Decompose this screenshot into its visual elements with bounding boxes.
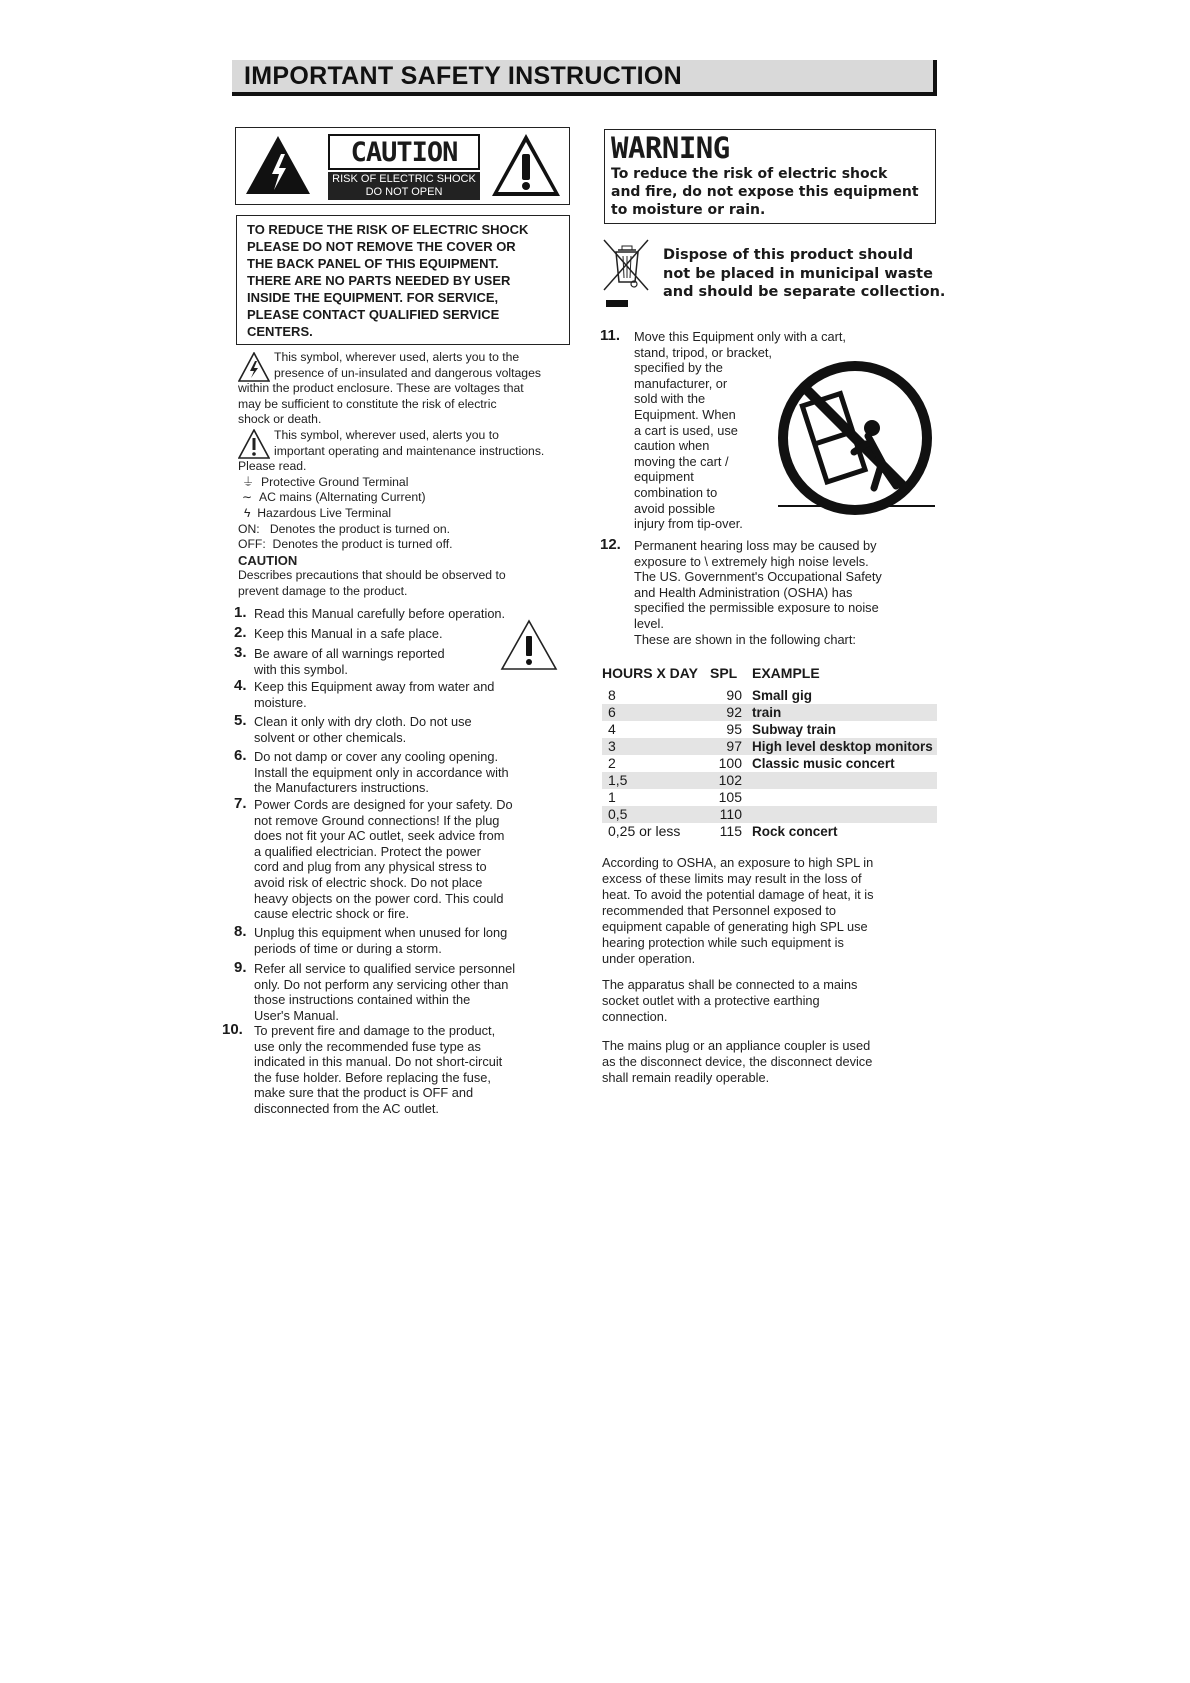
item-number: 1. xyxy=(234,604,247,621)
table-row: 1,5 102 xyxy=(602,772,937,789)
ac-mains-icon: ∼ xyxy=(242,490,253,505)
table-body xyxy=(602,687,937,840)
caution-subtext: RISK OF ELECTRIC SHOCK DO NOT OPEN xyxy=(328,172,480,200)
lightning-symbol-icon xyxy=(238,352,270,382)
caution-box xyxy=(235,127,570,205)
cart-tip-over-icon xyxy=(770,356,940,516)
item-text: Do not damp or cover any cooling opening. Install the equipment only in accordance with the Manufacturers instructions. xyxy=(254,749,509,796)
item-text: Read this Manual carefully before operation. xyxy=(254,606,506,621)
exclamation-triangle-icon xyxy=(500,619,558,671)
item-text: Be aware of all warnings reported with this symbol. xyxy=(254,646,445,677)
table-row: 0,25 or less 115 Rock concert xyxy=(608,823,838,839)
item-text: Keep this Equipment away from water and moisture. xyxy=(254,679,495,710)
table-row: 4 95 Subway train xyxy=(608,721,837,737)
title-bar xyxy=(232,60,937,96)
item-text: Unplug this equipment when unused for long periods of time or during a storm. xyxy=(254,925,508,956)
item-number: 7. xyxy=(234,795,247,812)
table-row: 2 100 Classic music concert xyxy=(608,755,895,771)
item-number: 2. xyxy=(234,624,247,641)
reduce-risk-box: TO REDUCE THE RISK OF ELECTRIC SHOCK PLEASE DO NOT REMOVE THE COVER OR THE BACK PANEL OF THIS EQUIPMENT. THERE ARE NO PARTS NEEDED BY USER INSIDE THE EQUIPMENT. FOR SERVICE, PLEASE CONTACT QUALIFIED SERVICE CENTERS. xyxy=(236,215,570,345)
item-number: 3. xyxy=(234,644,247,661)
warning-box xyxy=(604,129,936,224)
item-number: 9. xyxy=(234,959,247,976)
item-text: Power Cords are designed for your safety. Do not remove Ground connections! If the plug does not fit your AC outlet, seek advice from a qualified electrician. Protect the power cord and plug from any physical stress to avoid risk of electric shock. Do not place heavy objects on the power cord. This could cause electric shock or fire. xyxy=(254,797,513,922)
warning-title: WARNING xyxy=(611,131,730,165)
item-number: 8. xyxy=(234,923,247,940)
spl-table xyxy=(602,665,937,840)
item-number: 10. xyxy=(222,1021,243,1038)
table-row: 6 92 train xyxy=(602,704,937,721)
osha-paragraph: According to OSHA, an exposure to high SPL in excess of these limits may result in the loss of heat. To avoid the potential damage of heat, it is recommended that Personnel exposed to equipment capable of generating high SPL use hearing protection while such equipment is under operation. xyxy=(602,855,874,966)
item-number: 6. xyxy=(234,747,247,764)
table-row: 3 97 High level desktop monitors xyxy=(602,738,937,755)
warning-text: To reduce the risk of electric shock and fire, do not expose this equipment to moisture or rain. xyxy=(611,166,919,218)
caution-word: CAUTION xyxy=(328,134,480,170)
table-row: 1 105 xyxy=(608,789,742,805)
lightning-warning-icon xyxy=(244,134,312,196)
item-text: Clean it only with dry cloth. Do not use solvent or other chemicals. xyxy=(254,714,472,745)
live-terminal-icon: ϟ xyxy=(244,505,251,520)
table-header: HOURS X DAY SPL EXAMPLE xyxy=(602,665,820,681)
item-number: 11. xyxy=(600,327,621,344)
item-text: Keep this Manual in a safe place. xyxy=(254,626,443,641)
earthing-paragraph: The apparatus shall be connected to a mains socket outlet with a protective earthing connection. xyxy=(602,977,858,1024)
ground-terminal-icon: ⏚ xyxy=(242,474,255,489)
dispose-text: Dispose of this product should not be placed in municipal waste and should be separate collection. xyxy=(663,247,946,300)
item-text: To prevent fire and damage to the product, use only the recommended fuse type as indicated in this manual. Do not short-circuit the fuse holder. Before replacing the fuse, make sure that the product is OFF and disconnected from the AC outlet. xyxy=(254,1023,503,1116)
page-title: IMPORTANT SAFETY INSTRUCTION xyxy=(244,62,683,90)
item-11-text: Move this Equipment only with a cart, stand, tripod, or bracket, specified by the manufacturer, or sold with the Equipment. When a cart is used, use caution when moving the cart / equipment combination to avoid possible injury from tip-over. xyxy=(634,329,846,532)
table-row: 0,5 110 xyxy=(602,806,937,823)
table-row: 8 90 Small gig xyxy=(608,687,813,703)
item-number: 5. xyxy=(234,712,247,729)
exclamation-symbol-icon xyxy=(238,429,270,459)
item-number: 12. xyxy=(600,536,621,553)
item-number: 4. xyxy=(234,677,247,694)
exclamation-warning-icon xyxy=(490,132,562,198)
disconnect-paragraph: The mains plug or an appliance coupler is used as the disconnect device, the disconnect device shall remain readily operable. xyxy=(602,1038,873,1085)
crossed-out-bin-icon xyxy=(602,238,652,310)
item-12-text: Permanent hearing loss may be caused by exposure to \ extremely high noise levels. The US. Government's Occupational Safety and Health Administration (OSHA) has specified the permissible exposure to noise level. These are shown in the following chart: xyxy=(634,538,882,647)
instruction-list xyxy=(222,604,592,1124)
symbol-legend: This symbol, wherever used, alerts you to the presence of un-insulated and dangerous voltages within the product enclosure. These are voltages that may be sufficient to constitute the risk of electric shock or death. This symbol, wherever used, alerts you to important operating and maintenance instructions. Please read. ⏚ Protective Ground Terminal ∼ AC mains (Alternating Current) ϟ Hazardous Live Terminal ON: Denotes the product is turned on. OFF: Denotes the product is turned off. CAUTION Describes precautions that should be observed to prevent damage to the product. xyxy=(238,350,545,598)
caution-label xyxy=(328,134,480,199)
item-text: Refer all service to qualified service personnel only. Do not perform any servicing other than those instructions contained within the User's Manual. xyxy=(254,961,516,1023)
